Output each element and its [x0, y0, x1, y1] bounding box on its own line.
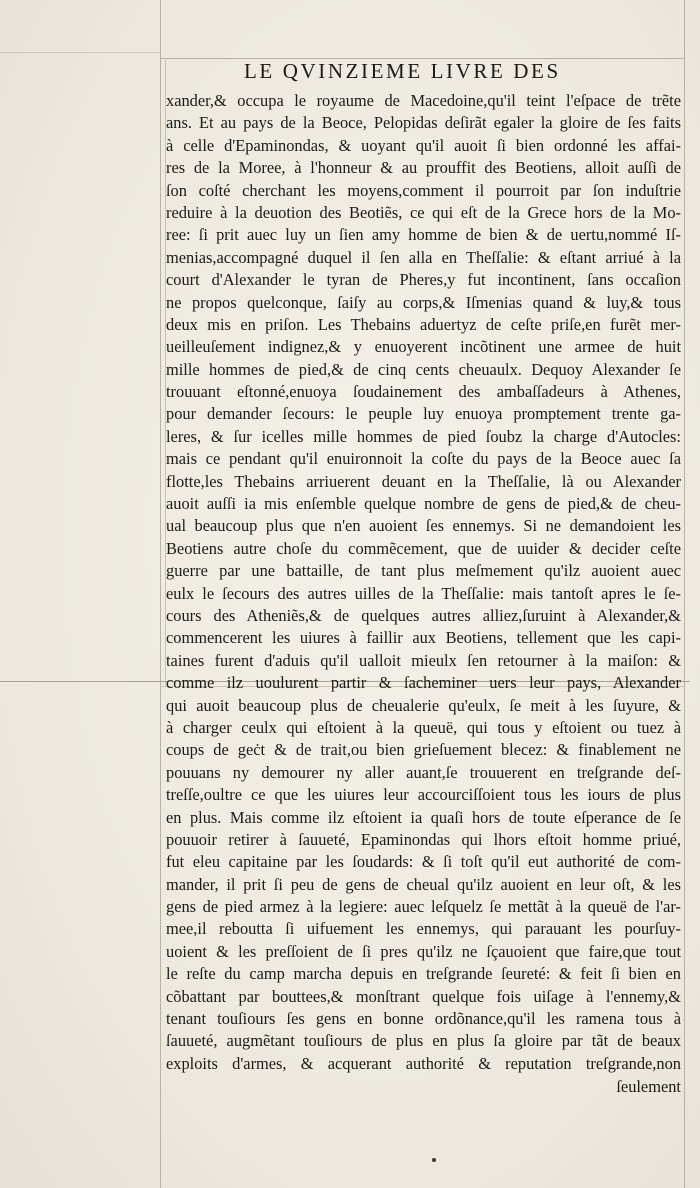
frame-rule-left	[160, 0, 161, 1188]
text-line: Beotiens autre choſe du commẽcement, que de uuider & decider ceſte	[166, 538, 681, 558]
text-line: flotte,les Thebains arriuerent deuant en la Theſſalie, là ou Alexander	[166, 471, 681, 491]
text-line: guerre par une battaille, de tant plus meſmement qu'ilz auoient auec	[166, 561, 681, 581]
text-line: mee,il reboutta ſi uifuement les ennemys, qui parauant les pourſuy-	[166, 919, 681, 939]
text-line: mander, il prit ſi peu de gens de cheual qu'ilz auoient en leur oſt, & les	[166, 874, 681, 894]
text-line: court d'Alexander le tyran de Pheres,y fut incontinent, ſans occaſion	[166, 270, 681, 290]
text-line: mille hommes de pied,& de cinq cents cheuaulx. Dequoy Alexander ſe	[166, 359, 681, 379]
text-line: coups de geċt & de trait,ou bien grieſuement blecez: & finablement ne	[166, 740, 681, 760]
text-line: exploits d'armes, & acquerant authorité & reputation treſgrande,non	[166, 1053, 681, 1073]
text-line: ual beaucoup plus que n'en auoient ſes ennemys. Si ne demandoient les	[166, 516, 681, 536]
text-line: uoient & les preſſoient de ſi pres qu'ilz ne ſçauoient que faire,que tout	[166, 941, 681, 961]
text-line: ans. Et au pays de la Beoce, Pelopidas deſirãt egaler la gloire de ſes faits	[166, 113, 681, 133]
text-line: treſſe,oultre ce que les uiures leur accourciſſoient tous les iours de plus	[166, 785, 681, 805]
text-line: en plus. Mais comme ilz eſtoient ia quaſi hors de toute eſperance de ſe	[166, 807, 681, 827]
text-line: fut eleu capitaine par les ſoudards: & ſi toſt qu'il eut authorité de com-	[166, 852, 681, 872]
text-line: ſon coſté cherchant les moyens,comment il pourroit par ſon induſtrie	[166, 180, 681, 200]
text-line: pouuans ny demourer ny aller auant,ſe trouuerent en treſgrande deſ-	[166, 762, 681, 782]
text-line: tenant touſiours ſes gens en bonne ordõnance,qu'il les ramena tous à	[166, 1009, 681, 1029]
text-line: à celle d'Epaminondas, & uoyant qu'il auoit ſi bien ordonné les affai-	[166, 135, 681, 155]
text-line: reduire à la deuotion des Beotiẽs, ce qui eſt de la Grece hors de la Mo-	[166, 202, 681, 222]
text-line: taines furent d'aduis qu'il ualloit mieulx ſen retourner à la maiſon: &	[166, 650, 681, 670]
ink-speck	[432, 1158, 436, 1162]
frame-rule-edge	[0, 52, 160, 53]
text-line: pouuoir retirer à ſauueté, Epaminondas qui lhors eſtoit homme priué,	[166, 829, 681, 849]
text-line: xander,& occupa le royaume de Macedoine,qu'il teint l'eſpace de trẽte	[166, 91, 681, 110]
text-line: ſauueté, augmẽtant touſiours de plus en plus ſa gloire par tãt de beaux	[166, 1031, 681, 1051]
text-line: gens de pied armez à la legiere: auec leſquelz ſe mettãt à la queuë de l'ar-	[166, 897, 681, 917]
text-line: à charger ceulx qui eſtoient à la queuë, qui tous y eſtoient ou tuez à	[166, 717, 681, 737]
text-line: cõbattant par bouttees,& monſtrant quelque fois uiſage à l'ennemy,&	[166, 986, 681, 1006]
body-text	[166, 90, 681, 1099]
text-line: eulx le ſecours des autres uilles de la Theſſalie: mais tantoſt apres le ſe-	[166, 583, 681, 603]
text-line: ne propos quelconque, ſaiſy au corps,& Iſmenias quand & luy,& tous	[166, 292, 681, 312]
text-line: menias,accompagné duquel il ſen alla en Theſſalie: & eſtant arriué à la	[166, 247, 681, 267]
running-title: LE QVINZIEME LIVRE DES	[244, 59, 561, 83]
frame-rule-right	[684, 0, 685, 1188]
text-line: qui auoit beaucoup plus de cheualerie qu'eulx, ſe meit à les ſuyure, &	[166, 695, 681, 715]
text-line: commencerent les uiures à faillir aux Beotiens, tellement que les capi-	[166, 628, 681, 648]
text-line: ueilleuſement indignez,& y enuoyerent incõtinent une armee de huit	[166, 337, 681, 357]
text-line: leres, & ſur icelles mille hommes de pied ſoubz la charge d'Autocles:	[166, 426, 681, 446]
text-line: le reſte du camp marcha depuis en treſgrande ſeureté: & feit ſi bien en	[166, 964, 681, 984]
text-line: comme ilz uoulurent partir & ſacheminer uers leur pays, Alexander	[166, 673, 681, 693]
text-line: pour demander ſecours: le peuple luy enuoya promptement trente ga-	[166, 404, 681, 424]
text-line: ree: ſi prit auec luy un ſien amy homme de bien & de uertu,nommé Iſ-	[166, 225, 681, 245]
text-line: cours des Atheniẽs,& de quelques autres alliez,ſuruint à Alexander,&	[166, 605, 681, 625]
text-line: auoit auſſi ia mis enſemble quelque nombre de gens de pied,& de cheu-	[166, 494, 681, 514]
text-line: res de la Moree, à l'honneur & au prouffit des Beotiens, alloit auſſi de	[166, 158, 681, 178]
catchword: ſeulement	[616, 1077, 681, 1097]
text-line: mais ce pendant qu'il enuironnoit la coſte du pays de la Beoce auec ſa	[166, 449, 681, 469]
text-line: deux mis en priſon. Les Thebains aduertyz de ceſte priſe,en furẽt mer-	[166, 314, 681, 334]
text-line: trouuant eſtonné,enuoya ſoudainement des ambaſſadeurs à Athenes,	[166, 382, 681, 402]
